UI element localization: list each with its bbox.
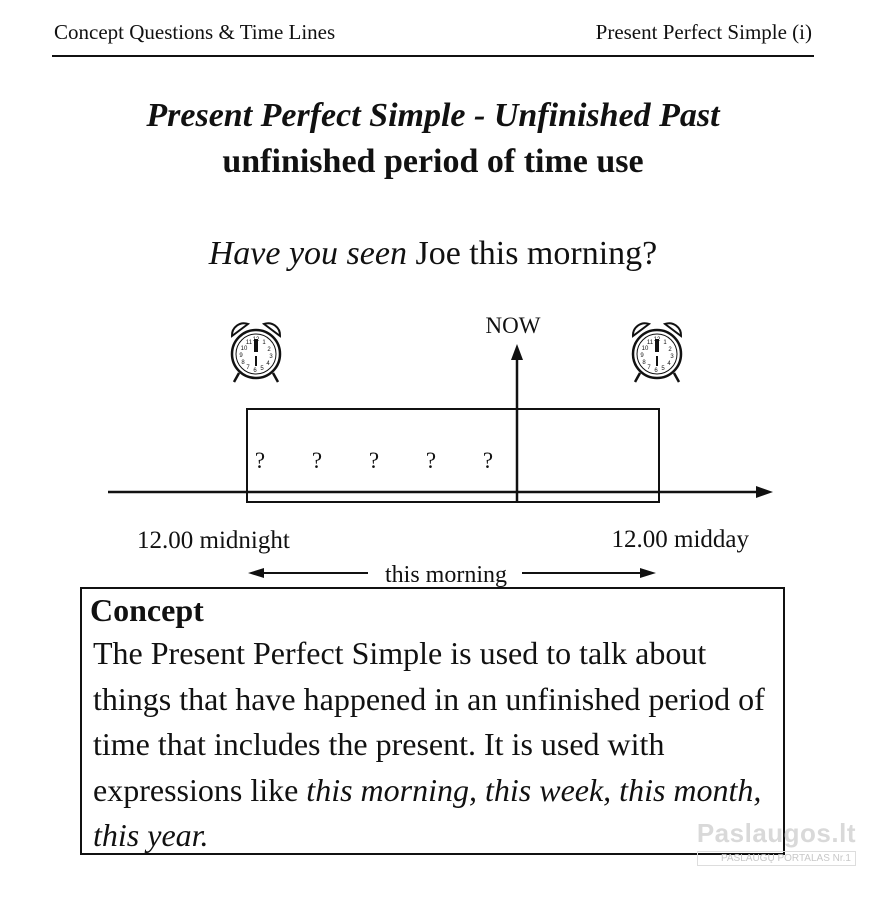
- svg-text:11: 11: [245, 340, 253, 346]
- svg-text:6: 6: [654, 368, 658, 374]
- up-arrow-icon: [511, 344, 523, 502]
- question-mark: ?: [311, 448, 323, 473]
- example-question: [0, 235, 866, 273]
- svg-text:3: 3: [269, 354, 273, 360]
- page-subtitle: unfinished period of time use: [222, 143, 644, 180]
- concept-text-main: The Present Perfect Simple is used to talk about things that have happened in an unfinished period of time that includes the present. It is used with expressions like: [93, 635, 765, 808]
- svg-text:11: 11: [646, 340, 654, 346]
- svg-text:2: 2: [668, 347, 672, 353]
- running-header-right: Present Perfect Simple (i): [595, 20, 812, 44]
- svg-text:4: 4: [266, 361, 270, 367]
- watermark-name: Paslaugos.lt: [696, 818, 856, 848]
- time-period-box: [247, 409, 659, 502]
- end-label: 12.00 midday: [611, 526, 749, 553]
- svg-text:9: 9: [239, 353, 243, 359]
- question-mark: ?: [482, 448, 494, 473]
- question-mark: ?: [425, 448, 437, 473]
- svg-text:7: 7: [647, 365, 651, 371]
- svg-text:9: 9: [640, 353, 644, 359]
- alarm-clock-icon: [232, 323, 280, 382]
- span-label: this morning: [384, 562, 508, 588]
- watermark: [697, 818, 856, 866]
- time-line-diagram: [0, 300, 880, 590]
- start-label: 12.00 midnight: [137, 527, 290, 554]
- now-label: NOW: [485, 313, 541, 338]
- right-arrow-icon: [108, 486, 773, 498]
- svg-text:6: 6: [253, 368, 257, 374]
- svg-text:8: 8: [642, 360, 646, 366]
- question-rest: Joe this morning?: [406, 235, 658, 272]
- svg-text:10: 10: [641, 346, 649, 352]
- svg-text:5: 5: [260, 366, 264, 372]
- watermark-tagline: PASLAUGŲ PORTALAS Nr.1: [697, 851, 856, 866]
- running-header-left: Concept Questions & Time Lines: [54, 20, 336, 44]
- svg-text:1: 1: [663, 340, 667, 346]
- svg-text:10: 10: [240, 346, 248, 352]
- svg-text:7: 7: [246, 365, 250, 371]
- header-divider: [52, 55, 814, 57]
- question-mark: ?: [254, 448, 266, 473]
- question-italic-part: Have you seen: [208, 235, 407, 272]
- concept-examples: this morning, this week, this month, this year.: [93, 771, 762, 854]
- page-title: Present Perfect Simple - Unfinished Past: [146, 97, 720, 134]
- svg-text:2: 2: [267, 347, 271, 353]
- alarm-clock-icon: [633, 323, 681, 382]
- svg-text:4: 4: [667, 361, 671, 367]
- svg-text:12: 12: [252, 337, 260, 343]
- svg-text:8: 8: [241, 360, 245, 366]
- concept-text: [93, 631, 783, 859]
- svg-text:12: 12: [653, 337, 661, 343]
- concept-heading: Concept: [90, 592, 204, 628]
- svg-text:1: 1: [262, 340, 266, 346]
- svg-text:5: 5: [661, 366, 665, 372]
- svg-text:3: 3: [670, 354, 674, 360]
- question-mark: ?: [368, 448, 380, 473]
